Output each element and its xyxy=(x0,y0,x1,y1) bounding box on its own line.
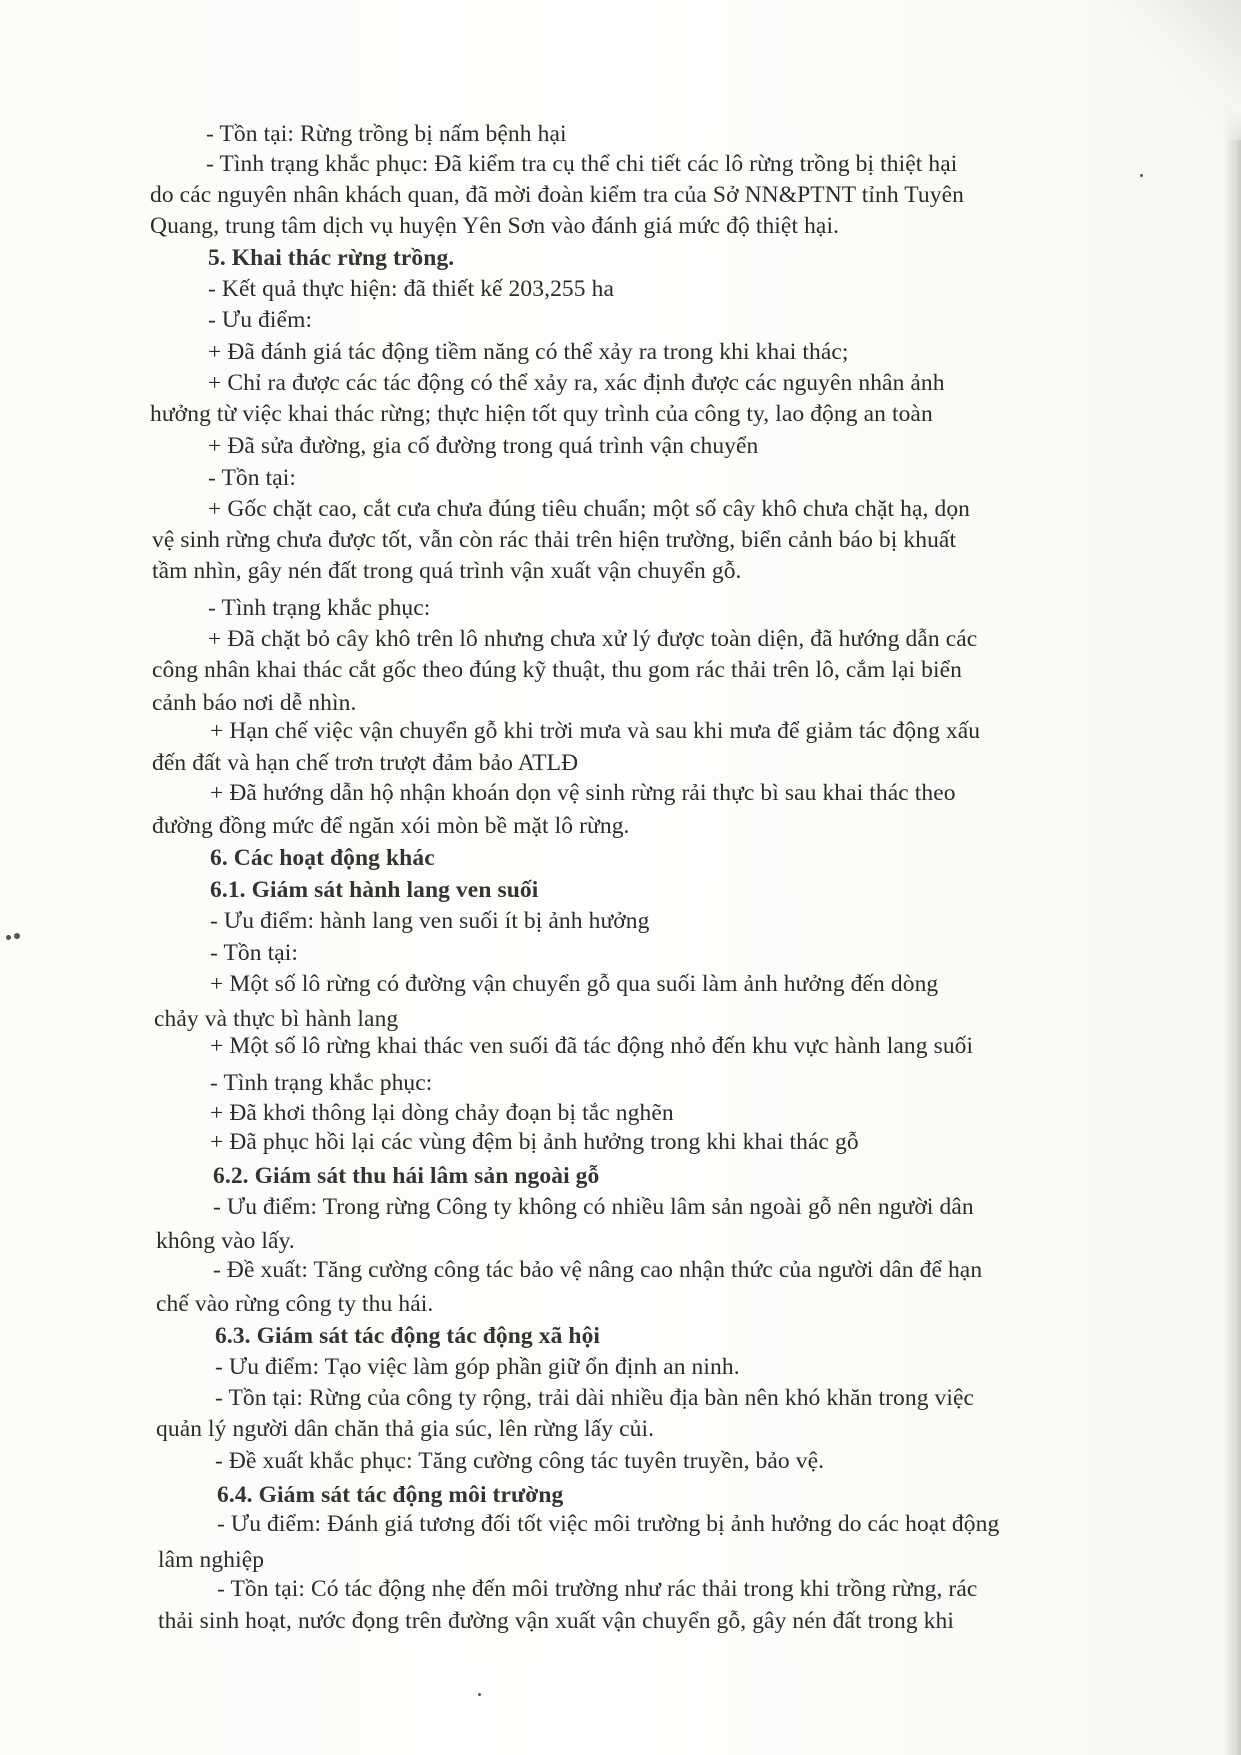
text-line: + Đã khơi thông lại dòng chảy đoạn bị tắc nghẽn xyxy=(210,1100,674,1126)
text-line: chảy và thực bì hành lang xyxy=(154,1006,399,1032)
scan-speck xyxy=(6,935,11,940)
text-line: đường đồng mức để ngăn xói mòn bề mặt lô rừng. xyxy=(152,813,630,839)
scan-speck xyxy=(1140,174,1143,177)
scan-speck xyxy=(478,1693,481,1696)
text-line: cảnh báo nơi dễ nhìn. xyxy=(152,690,357,716)
section-heading: 5. Khai thác rừng trồng. xyxy=(208,245,455,271)
text-line: + Một số lô rừng khai thác ven suối đã tác động nhỏ đến khu vực hành lang suối xyxy=(210,1033,974,1059)
text-line: không vào lấy. xyxy=(156,1228,295,1254)
text-line: - Tình trạng khắc phục: Đã kiểm tra cụ thể chi tiết các lô rừng trồng bị thiệt hại xyxy=(206,151,958,177)
text-line: + Đã đánh giá tác động tiềm năng có thể xảy ra trong khi khai thác; xyxy=(208,339,849,365)
text-line: do các nguyên nhân khách quan, đã mời đoàn kiểm tra của Sở NN&PTNT tỉnh Tuyên xyxy=(150,182,965,208)
text-line: đến đất và hạn chế trơn trượt đảm bảo ATLĐ xyxy=(152,750,579,776)
text-line: vệ sinh rừng chưa được tốt, vẫn còn rác thải trên hiện trường, biển cảnh báo bị khuất xyxy=(152,527,957,553)
text-line: công nhân khai thác cắt gốc theo đúng kỹ thuật, thu gom rác thải trên lô, cắm lại biển xyxy=(152,657,962,683)
text-line: + Một số lô rừng có đường vận chuyển gỗ qua suối làm ảnh hưởng đến dòng xyxy=(210,971,939,997)
text-line: chế vào rừng công ty thu hái. xyxy=(156,1291,434,1317)
text-line: - Ưu điểm: Tạo việc làm góp phần giữ ổn định an ninh. xyxy=(215,1354,740,1380)
subsection-heading: 6.2. Giám sát thu hái lâm sản ngoài gỗ xyxy=(213,1163,600,1189)
text-line: thải sinh hoạt, nước đọng trên đường vận xuất vận chuyển gỗ, gây nén đất trong khi xyxy=(158,1608,954,1634)
subsection-heading: 6.4. Giám sát tác động môi trường xyxy=(217,1482,564,1508)
text-line: lâm nghiệp xyxy=(158,1547,265,1573)
text-line: Quang, trung tâm dịch vụ huyện Yên Sơn vào đánh giá mức độ thiệt hại. xyxy=(150,213,840,239)
text-line: tầm nhìn, gây nén đất trong quá trình vận xuất vận chuyển gỗ. xyxy=(152,558,742,584)
section-heading: 6. Các hoạt động khác xyxy=(210,845,435,871)
text-line: + Đã chặt bỏ cây khô trên lô nhưng chưa xử lý được toàn diện, đã hướng dẫn các xyxy=(208,626,978,652)
text-line: quản lý người dân chăn thả gia súc, lên rừng lấy củi. xyxy=(156,1416,655,1442)
page-edge-shadow xyxy=(1225,0,1241,1755)
text-line: - Ưu điểm: xyxy=(208,307,313,333)
page-corner-fold xyxy=(1101,0,1241,140)
text-line: + Chỉ ra được các tác động có thể xảy ra, xác định được các nguyên nhân ảnh xyxy=(208,370,945,396)
text-line: - Tình trạng khắc phục: xyxy=(210,1070,433,1096)
text-line: + Đã sửa đường, gia cố đường trong quá trình vận chuyển xyxy=(208,433,759,459)
text-line: - Tồn tại: Rừng của công ty rộng, trải dài nhiều địa bàn nên khó khăn trong việc xyxy=(215,1385,975,1411)
scan-speck xyxy=(14,933,20,939)
text-line: - Ưu điểm: Trong rừng Công ty không có nhiều lâm sản ngoài gỗ nên người dân xyxy=(213,1194,974,1220)
text-line: - Tồn tại: xyxy=(210,940,299,966)
text-line: - Tồn tại: Rừng trồng bị nấm bệnh hại xyxy=(206,121,567,147)
text-line: - Tình trạng khắc phục: xyxy=(208,595,431,621)
text-line: - Ưu điểm: hành lang ven suối ít bị ảnh hưởng xyxy=(210,908,650,934)
subsection-heading: 6.3. Giám sát tác động tác động xã hội xyxy=(215,1323,601,1349)
subsection-heading: 6.1. Giám sát hành lang ven suối xyxy=(210,877,539,903)
text-line: - Đề xuất khắc phục: Tăng cường công tác tuyên truyền, bảo vệ. xyxy=(215,1448,825,1474)
text-line: - Kết quả thực hiện: đã thiết kế 203,255 ha xyxy=(208,276,614,302)
text-line: - Ưu điểm: Đánh giá tương đối tốt việc môi trường bị ảnh hưởng do các hoạt động xyxy=(217,1511,1000,1537)
text-line: - Tồn tại: Có tác động nhẹ đến môi trường như rác thải trong khi trồng rừng, rác xyxy=(217,1576,978,1602)
text-line: + Đã phục hồi lại các vùng đệm bị ảnh hưởng trong khi khai thác gỗ xyxy=(210,1129,859,1155)
text-line: - Đề xuất: Tăng cường công tác bảo vệ nâng cao nhận thức của người dân để hạn xyxy=(213,1257,983,1283)
text-line: + Hạn chế việc vận chuyển gỗ khi trời mưa và sau khi mưa để giảm tác động xấu xyxy=(210,718,981,744)
text-line: hưởng từ việc khai thác rừng; thực hiện tốt quy trình của công ty, lao động an toàn xyxy=(150,401,933,427)
text-line: + Đã hướng dẫn hộ nhận khoán dọn vệ sinh rừng rải thực bì sau khai thác theo xyxy=(210,780,956,806)
text-line: - Tồn tại: xyxy=(208,465,297,491)
text-line: + Gốc chặt cao, cắt cưa chưa đúng tiêu chuẩn; một số cây khô chưa chặt hạ, dọn xyxy=(208,496,971,522)
